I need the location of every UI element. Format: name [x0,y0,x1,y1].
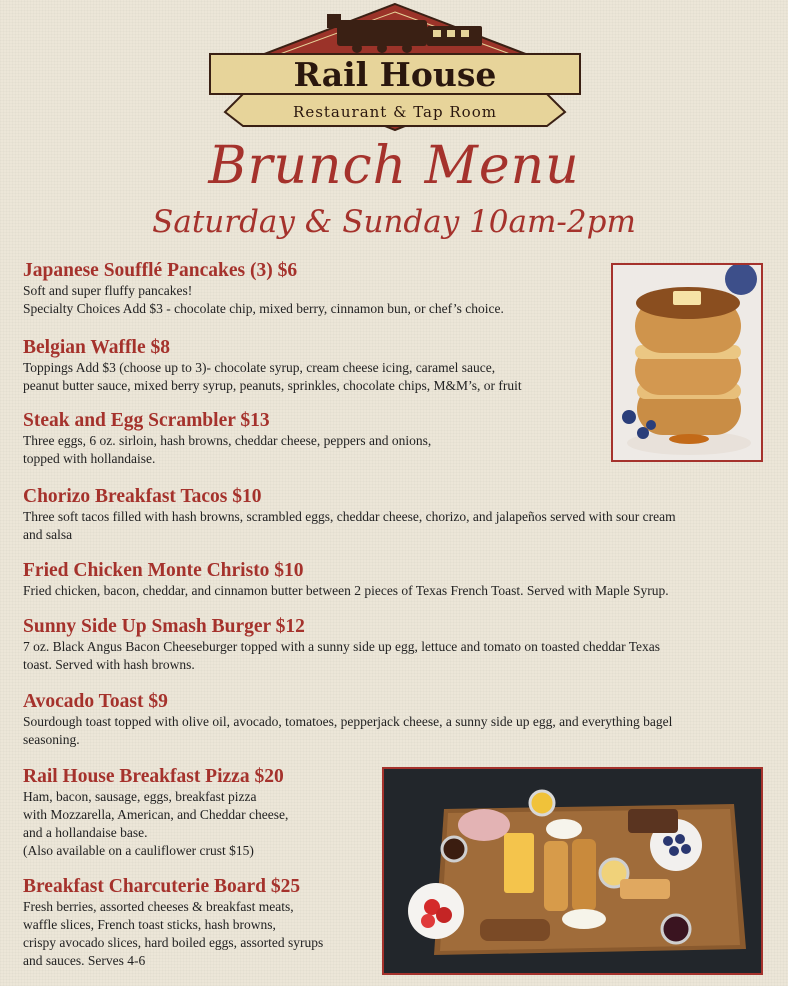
item-desc-line: (Also available on a cauliflower crust $15) [23,843,254,858]
charcuterie-board-photo [382,767,763,975]
item-name: Rail House Breakfast Pizza $20 [23,766,284,787]
item-name: Chorizo Breakfast Tacos $10 [23,486,262,507]
item-desc-line: peanut butter sauce, mixed berry syrup, peanuts, sprinkles, chocolate chips, M&M’s, or fruit [23,378,522,393]
menu-item-souffle-pancakes [23,260,504,318]
item-desc-line: and salsa [23,527,73,542]
item-desc-line: and sauces. Serves 4-6 [23,953,146,968]
item-desc-line: with Mozzarella, American, and Cheddar cheese, [23,807,289,822]
logo-tagline: Restaurant & Tap Room [293,103,497,121]
menu-item-charcuterie-board [23,876,323,970]
souffle-pancakes-photo [611,263,763,462]
item-desc-line: waffle slices, French toast sticks, hash browns, [23,917,276,932]
item-desc-line: Fried chicken, bacon, cheddar, and cinnamon butter between 2 pieces of Texas French Toast. Served with Maple Syrup. [23,583,669,598]
item-desc-line: Toppings Add $3 (choose up to 3)- chocolate syrup, cream cheese icing, caramel sauce, [23,360,496,375]
item-name: Steak and Egg Scrambler $13 [23,410,270,431]
item-desc-line: Three eggs, 6 oz. sirloin, hash browns, cheddar cheese, peppers and onions, [23,433,432,448]
menu-hours: Saturday & Sunday 10am-2pm [152,204,636,240]
item-desc-line: crispy avocado slices, hard boiled eggs, assorted syrups [23,935,324,950]
item-desc-line: Fresh berries, assorted cheeses & breakfast meats, [23,899,294,914]
menu-item-avocado-toast [23,691,672,749]
menu-item-belgian-waffle [23,337,522,395]
menu-item-monte-christo [23,560,669,600]
menu-item-steak-egg-scrambler [23,410,431,468]
item-desc-line: toast. Served with hash browns. [23,657,195,672]
item-name: Avocado Toast $9 [23,691,168,712]
menu-item-chorizo-tacos [23,486,676,544]
item-desc-line: and a hollandaise base. [23,825,148,840]
item-desc-line: Soft and super fluffy pancakes! [23,283,193,298]
menu-item-breakfast-pizza [23,766,288,860]
rail-house-logo [207,2,583,132]
item-desc-line: 7 oz. Black Angus Bacon Cheeseburger topped with a sunny side up egg, lettuce and tomato on toasted cheddar Texas [23,639,661,654]
pancake-stack-illustration [613,265,761,460]
item-desc-line: seasoning. [23,732,80,747]
charcuterie-illustration [384,769,761,973]
menu-item-smash-burger [23,616,660,674]
logo-name: Rail House [293,55,497,94]
item-name: Sunny Side Up Smash Burger $12 [23,616,305,637]
item-desc-line: Three soft tacos filled with hash browns, scrambled eggs, cheddar cheese, chorizo, and jalapeños served with sour cream [23,509,676,524]
item-desc-line: topped with hollandaise. [23,451,156,466]
item-name: Belgian Waffle $8 [23,337,170,358]
item-desc-line: Sourdough toast topped with olive oil, avocado, tomatoes, pepperjack cheese, a sunny side up egg, and everything bagel [23,714,673,729]
item-name: Fried Chicken Monte Christo $10 [23,560,304,581]
item-name: Japanese Soufflé Pancakes (3) $6 [23,260,298,281]
item-desc-line: Specialty Choices Add $3 - chocolate chip, mixed berry, cinnamon bun, or chef’s choice. [23,301,504,316]
item-desc-line: Ham, bacon, sausage, eggs, breakfast pizza [23,789,257,804]
item-name: Breakfast Charcuterie Board $25 [23,876,301,897]
menu-title: Brunch Menu [208,136,580,196]
